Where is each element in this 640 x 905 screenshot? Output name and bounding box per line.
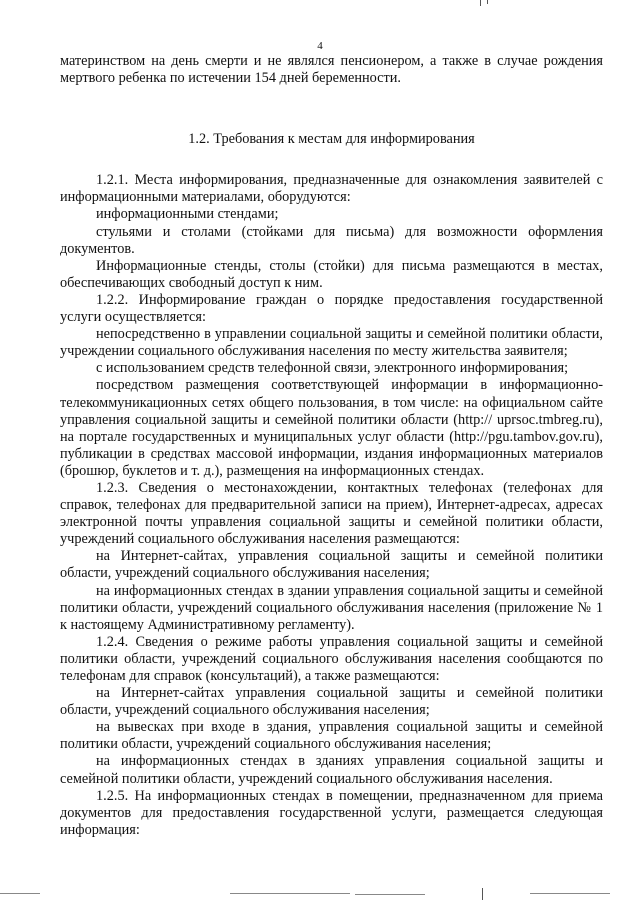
paragraph: посредством размещения соответствующей информации в информационно-телекоммуникационных сетях общего пользования, в том числе: на официальном сайте управления социальной защиты и семейной политики области (http:// uprsoc.tmbreg.ru), на портале государственных и муниципальных услуг области (http://pgu.tambov.gov.ru), публикации в средствах массовой информации, издания информационных материалов (брошюр, буклетов и т. д.), размещения на информационных стендах. — [60, 377, 603, 479]
paragraph: Информационные стенды, столы (стойки) для письма размещаются в местах, обеспечивающих свободный доступ к ним. — [60, 257, 603, 291]
paragraph: 1.2.5. На информационных стендах в помещении, предназначенном для приема документов для предоставления государственной услуги, размещается следующая информация: — [60, 787, 603, 838]
scan-artifact — [482, 888, 483, 900]
scan-artifact — [355, 894, 425, 895]
paragraph: 1.2.1. Места информирования, предназначенные для ознакомления заявителей с информационными материалами, оборудуются: — [60, 172, 603, 206]
paragraph: на вывесках при входе в здания, управления социальной защиты и семейной политики области, учреждений социального обслуживания населения; — [60, 719, 603, 753]
paragraph: с использованием средств телефонной связи, электронного информирования; — [96, 360, 569, 377]
paragraph: на Интернет-сайтах управления социальной защиты и семейной политики области, учреждений социального обслуживания населения; — [60, 685, 603, 719]
paragraph: непосредственно в управлении социальной защиты и семейной политики области, учреждении социального обслуживания населения по месту жительства заявителя; — [60, 326, 603, 360]
scan-artifact — [0, 893, 40, 894]
section-heading: 1.2. Требования к местам для информирования — [188, 131, 475, 148]
scan-artifact — [480, 0, 481, 6]
scan-artifact — [230, 893, 350, 894]
paragraph-continuation: материнством на день смерти и не являлся пенсионером, а также в случае рождения мертвого ребенка по истечении 154 дней беременности. — [60, 53, 603, 87]
paragraph: 1.2.4. Сведения о режиме работы управления социальной защиты и семейной политики области, учреждений социального обслуживания населения сообщаются по телефонам для справок (консультаций), а также размещаются: — [60, 633, 603, 684]
paragraph: стульями и столами (стойками для письма) для возможности оформления документов. — [60, 223, 603, 257]
paragraph: на информационных стендах в зданиях управления социальной защиты и семейной политики области, учреждений социального обслуживания населения. — [60, 753, 603, 787]
paragraph: на Интернет-сайтах, управления социальной защиты и семейной политики области, учреждений социального обслуживания населения; — [60, 548, 603, 582]
paragraph: 1.2.2. Информирование граждан о порядке предоставления государственной услуги осуществляется: — [60, 291, 603, 326]
scan-artifact — [487, 0, 488, 4]
paragraph: информационными стендами; — [96, 206, 279, 223]
paragraph: на информационных стендах в здании управления социальной защиты и семейной политики области, учреждений социального обслуживания населения (приложение № 1 к настоящему Административному регламенту). — [60, 582, 603, 633]
scan-artifact — [530, 893, 610, 894]
document-body — [60, 53, 603, 839]
paragraph: 1.2.3. Сведения о местонахождении, контактных телефонах (телефонах для справок, телефонах для предварительной записи на прием), Интернет-адресах, адресах электронной почты управления социальной защиты и семейной политики области, учреждений социального обслуживания населения размещаются: — [60, 479, 603, 548]
page-number: 4 — [317, 40, 323, 52]
